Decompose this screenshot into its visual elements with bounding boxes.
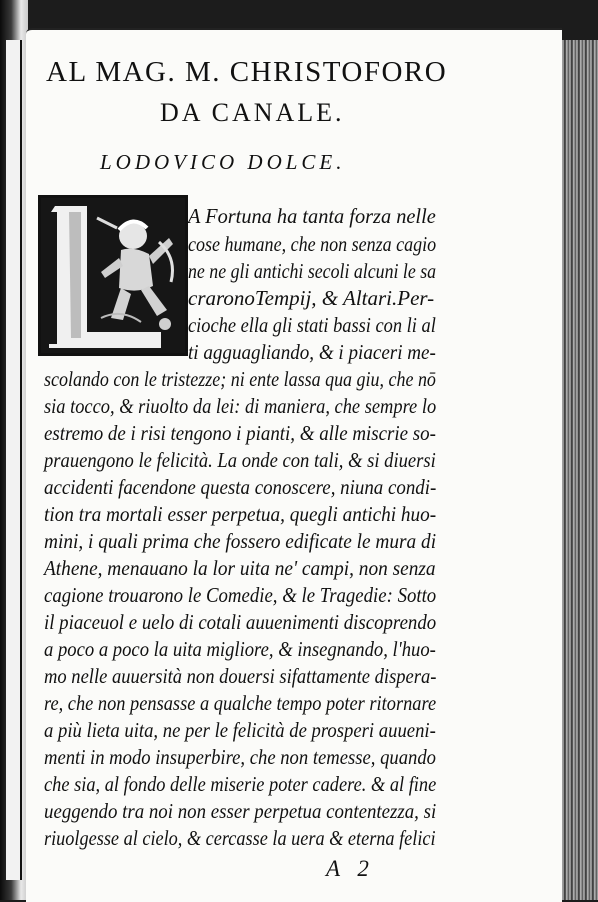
text-line: estremo de i risi tengono i pianti, & alle miscrie so- [44,421,436,445]
text-line: Athene, menauano la lor uita ne' campi, non senza [44,556,436,580]
signature-mark: A 2 [326,856,375,881]
text-line: riuolgesse al cielo, & cercasse la uera & eterna felici [44,826,436,850]
text-line: a più lieta uita, ne per le felicità de prosperi auueni- [44,718,436,742]
text-line: il piaceuol e uelo di cotali auuenimenti discoprendo [44,610,437,634]
text-line: scolando con le tristezze; ni ente lassa qua giu, che nō [44,367,436,391]
text-line: a poco a poco la uita migliore, & insegnando, l'huo- [44,637,436,661]
text-line: ne ne gli antichi secoli alcuni le sa [188,259,437,283]
text-line: che sia, al fondo delle miserie poter cadere. & al fine [44,772,437,796]
text-line: menti in modo insuperbire, che non temesse, quando [44,745,436,769]
text-line: accidenti facendone questa conoscere, niuna condi- [44,475,437,499]
text-line: craronoTempij, & Altari.Per- [188,286,435,310]
text-line: mini, i quali prima che fossero edificate le mura di [44,529,437,553]
text-line: mo nelle auuersità non douersi sifattamente dispera- [44,664,437,688]
text-line: ueggendo tra noi non esser perpetua contentezza, si [44,799,437,823]
text-line: re, che non pensasse a qualche tempo poter ritornare [44,691,437,715]
text-line: cioche ella gli stati bassi con li al [188,313,436,337]
text-line: tion tra mortali esser perpetua, quegli antichi huo- [44,502,437,526]
text-line: cose humane, che non senza cagio [188,232,437,256]
initial-letter [41,198,185,353]
text-line: sia tocco, & riuolto da lei: di maniera, che sempre lo [44,394,437,418]
dedication-title-line2: DA CANALE. [160,98,345,127]
binding-edge-left [0,0,28,900]
text-line: A Fortuna ha tanta forza nelle [188,204,436,228]
text-line: cagione trouarono le Comedie, & le Tragedie: Sotto [44,583,437,607]
dedication-title-line1: AL MAG. M. CHRISTOFORO [46,56,448,88]
text-line: ti agguagliando, & i piaceri me- [188,340,436,364]
author-name: LODOVICO DOLCE. [100,150,346,174]
page-fore-edge [558,40,598,900]
decorated-initial-icon [38,195,188,356]
text-line: prauengono le felicità. La onde con tali, & si diuersi [44,448,436,472]
